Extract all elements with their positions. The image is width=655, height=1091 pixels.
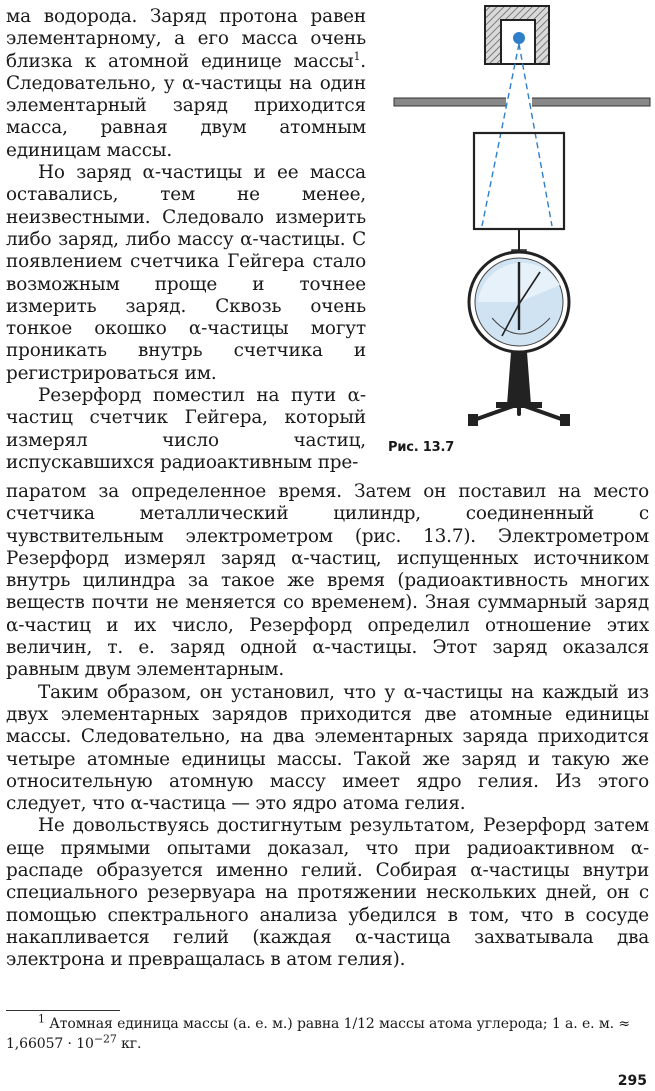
- paragraph: паратом за определенное время. Затем он поставил на место счетчика металлический цилиндр, соединенный с чувствительным электрометром (рис. 13.7). Электрометром Резерфорд измерял заряд α-частиц, испущенных источником внутрь цилиндра за такое же время (радиоактивность многих веществ почти не меняется со временем). Зная суммарный заряд α-частиц и их число, Резерфорд определил отношение этих величин, т. е. заряд одной α-частицы. Этот заряд оказался равным двум элементарным.: [6, 481, 649, 681]
- footnote-ref[interactable]: 1: [353, 49, 361, 63]
- page-number: 295: [617, 1073, 647, 1089]
- main-text: [6, 481, 649, 972]
- footnote-exponent: −27: [93, 1032, 117, 1046]
- footnote: [6, 1014, 649, 1054]
- paragraph: Резерфорд поместил на пути α-частиц счетчик Гейгера, который измерял число частиц, испускавшихся радиоактивным пре-: [6, 385, 366, 473]
- footnote-unit: кг.: [116, 1036, 142, 1052]
- upper-text-column: [6, 6, 366, 474]
- footnote-mark: 1: [38, 1012, 45, 1026]
- text-run: . Следовательно, у α-частицы на один элементарный заряд приходится масса, равная двум атомным единицам массы.: [6, 50, 366, 161]
- paragraph: Таким образом, он установил, что у α-частицы на каждый из двух элементарных зарядов приходится две атомные единицы массы. Следовательно, на два элементарных заряда приходится четыре атомные единицы массы. Такой же заряд и такую же относительную атомную массу имеет ядро гелия. Из этого следует, что α-частица — это ядро атома гелия.: [6, 681, 649, 815]
- paragraph: Но заряд α-частицы и ее масса оставались, тем не менее, неизвестными. Следовало измерить либо заряд, либо массу α-частицы. С появлением счетчика Гейгера стало возможным проще и точнее измерить заряд. Сквозь очень тонкое окошко α-частицы могут проникать внутрь счетчика и регистрироваться им.: [6, 162, 366, 384]
- paragraph: [6, 6, 366, 162]
- footnote-divider: [6, 1010, 120, 1011]
- figure-caption: Рис. 13.7: [388, 440, 455, 455]
- text-run: ма водорода. Заряд протона равен элементарному, а его масса очень близка к атомной единице массы: [6, 6, 366, 72]
- paragraph: Не довольствуясь достигнутым результатом, Резерфорд затем еще прямыми опытами доказал, что при радиоактивном α-распаде образуется именно гелий. Собирая α-частицы внутри специального резервуара на протяжении нескольких дней, он с помощью спектрального анализа убедился в том, что в сосуде накапливается гелий (каждая α-частица захватывала два электрона и превращалась в атом гелия).: [6, 815, 649, 971]
- footnote-text: Атомная единица массы (а. е. м.) равна 1/12 массы атома углерода; 1 а. е. м. ≈ 1,66057 · 10: [6, 1016, 630, 1052]
- source-dot: [513, 32, 525, 44]
- electrometer-figure: [390, 0, 652, 460]
